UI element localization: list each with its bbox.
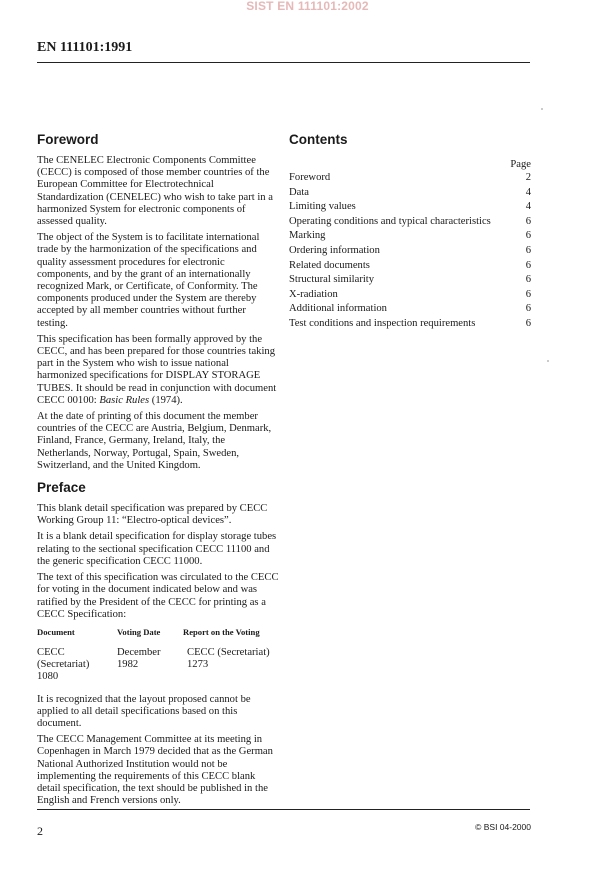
footer-rule xyxy=(37,809,530,810)
toc-entry-page: 2 xyxy=(525,172,531,183)
toc-entry-page: 6 xyxy=(525,215,531,227)
toc-entry xyxy=(289,303,531,315)
preface-paragraph: The CECC Management Committee at its meeting in Copenhagen in March 1979 decided that as the German National Authorized Institution would not be implementing the requirements of this CECC blank detail specification, the text should be published in the English and French versions only. xyxy=(37,734,273,807)
basic-rules-title: Basic Rules xyxy=(99,394,150,406)
toc-entry-title: Operating conditions and typical characteristics xyxy=(289,215,491,227)
right-column xyxy=(289,132,531,333)
scan-speck xyxy=(547,360,549,362)
toc-entry-page: 4 xyxy=(525,201,531,213)
column-header: Voting Date xyxy=(117,626,161,637)
contents-heading: Contents xyxy=(289,132,348,147)
preface-heading: Preface xyxy=(37,480,86,496)
toc-list xyxy=(289,172,531,330)
foreword-heading: Foreword xyxy=(37,132,99,147)
toc-entry-page: 4 xyxy=(525,186,531,198)
foreword-paragraph: At the date of printing of this document the member countries of the CECC are Austria, Belgium, Denmark, Finland, France, Germany, Ireland, Italy, the Netherlands, Norway, Portugal, Spain, Sweden, Switzerland, and the United Kingdom. xyxy=(37,411,272,471)
table-cell: December 1982 xyxy=(117,646,161,671)
toc-entry xyxy=(289,289,531,301)
toc-entry xyxy=(289,245,531,257)
toc-entry-page: 6 xyxy=(525,317,531,329)
toc-entry-title: Test conditions and inspection requirements xyxy=(289,317,476,329)
toc-entry xyxy=(289,187,531,199)
document-id: EN 111101:1991 xyxy=(37,40,133,55)
preface-paragraph: The text of this specification was circulated to the CECC for voting in the document indicated below and was ratified by the President of the CECC for printing as a CECC Specification: xyxy=(37,572,279,620)
toc-entry xyxy=(289,230,531,242)
column-header: Report on the Voting xyxy=(183,626,260,637)
toc-entry-title: Related documents xyxy=(289,259,370,271)
toc-entry xyxy=(289,318,531,330)
toc-entry-title: Foreword xyxy=(289,172,331,183)
watermark: SIST EN 111101:2002 xyxy=(246,0,369,13)
toc-entry-title: Additional information xyxy=(289,303,387,315)
page-number: 2 xyxy=(37,824,43,838)
preface-paragraph: It is a blank detail specification for display storage tubes relating to the sectional specification CECC 11100 and the generic specification CECC 11000. xyxy=(37,531,277,567)
toc-entry-title: Marking xyxy=(289,230,326,242)
left-column xyxy=(37,132,279,811)
foreword-p3-end: (1974). xyxy=(149,394,183,406)
toc-entry xyxy=(289,201,531,213)
toc-entry-title: X-radiation xyxy=(289,288,338,300)
toc-entry xyxy=(289,172,531,184)
preface-paragraph: It is recognized that the layout proposed cannot be applied to all detail specifications based on this document. xyxy=(37,693,251,729)
toc-entry-page: 6 xyxy=(525,303,531,315)
toc-entry xyxy=(289,216,531,228)
table-cell: CECC (Secretariat) 1080 xyxy=(37,646,90,683)
table-cell: CECC (Secretariat) 1273 xyxy=(187,646,270,671)
preface-paragraph: This blank detail specification was prepared by CECC Working Group 11: “Electro-optical devices”. xyxy=(37,503,268,527)
voting-table-header xyxy=(37,627,279,647)
toc-entry-page: 6 xyxy=(525,244,531,256)
toc-page-label: Page xyxy=(510,159,531,170)
toc-entry-title: Limiting values xyxy=(289,201,356,213)
toc-entry-title: Structural similarity xyxy=(289,274,375,286)
table-of-contents xyxy=(289,159,531,330)
column-header: Document xyxy=(37,626,75,637)
toc-entry xyxy=(289,274,531,286)
voting-table xyxy=(37,627,279,684)
toc-entry-page: 6 xyxy=(525,288,531,300)
toc-entry xyxy=(289,260,531,272)
toc-entry-title: Data xyxy=(289,186,309,198)
copyright-notice: © BSI 04-2000 xyxy=(475,822,531,832)
foreword-p3-text: This specification has been formally approved by the CECC, and has been prepared for those countries taking part in the System who wish to issue national harmonized specifications for DISPLAY STORAGE TUBES. It should be read in conjunction with document CECC 00100: xyxy=(37,333,277,406)
foreword-paragraph: The CENELEC Electronic Components Committee (CECC) is composed of those member countries of the European Committee for Electrotechnical Standardization (CENELEC) who wish to take part in a harmonized System for electronic components of assessed quality. xyxy=(37,155,273,228)
header-rule xyxy=(37,62,530,63)
foreword-paragraph xyxy=(37,334,279,407)
toc-entry-title: Ordering information xyxy=(289,244,380,256)
toc-entry-page: 6 xyxy=(525,274,531,286)
toc-entry-page: 6 xyxy=(525,230,531,242)
toc-entry-page: 6 xyxy=(525,259,531,271)
table-row xyxy=(37,647,279,684)
scan-speck xyxy=(541,108,543,110)
foreword-paragraph: The object of the System is to facilitate international trade by the harmonization of the specifications and quality assessment procedures for electronic components, and by the grant of an internationally recognized Mark, or Certificate, of Conformity. The components produced under the System are thereby accepted by all member countries without further testing. xyxy=(37,232,260,329)
